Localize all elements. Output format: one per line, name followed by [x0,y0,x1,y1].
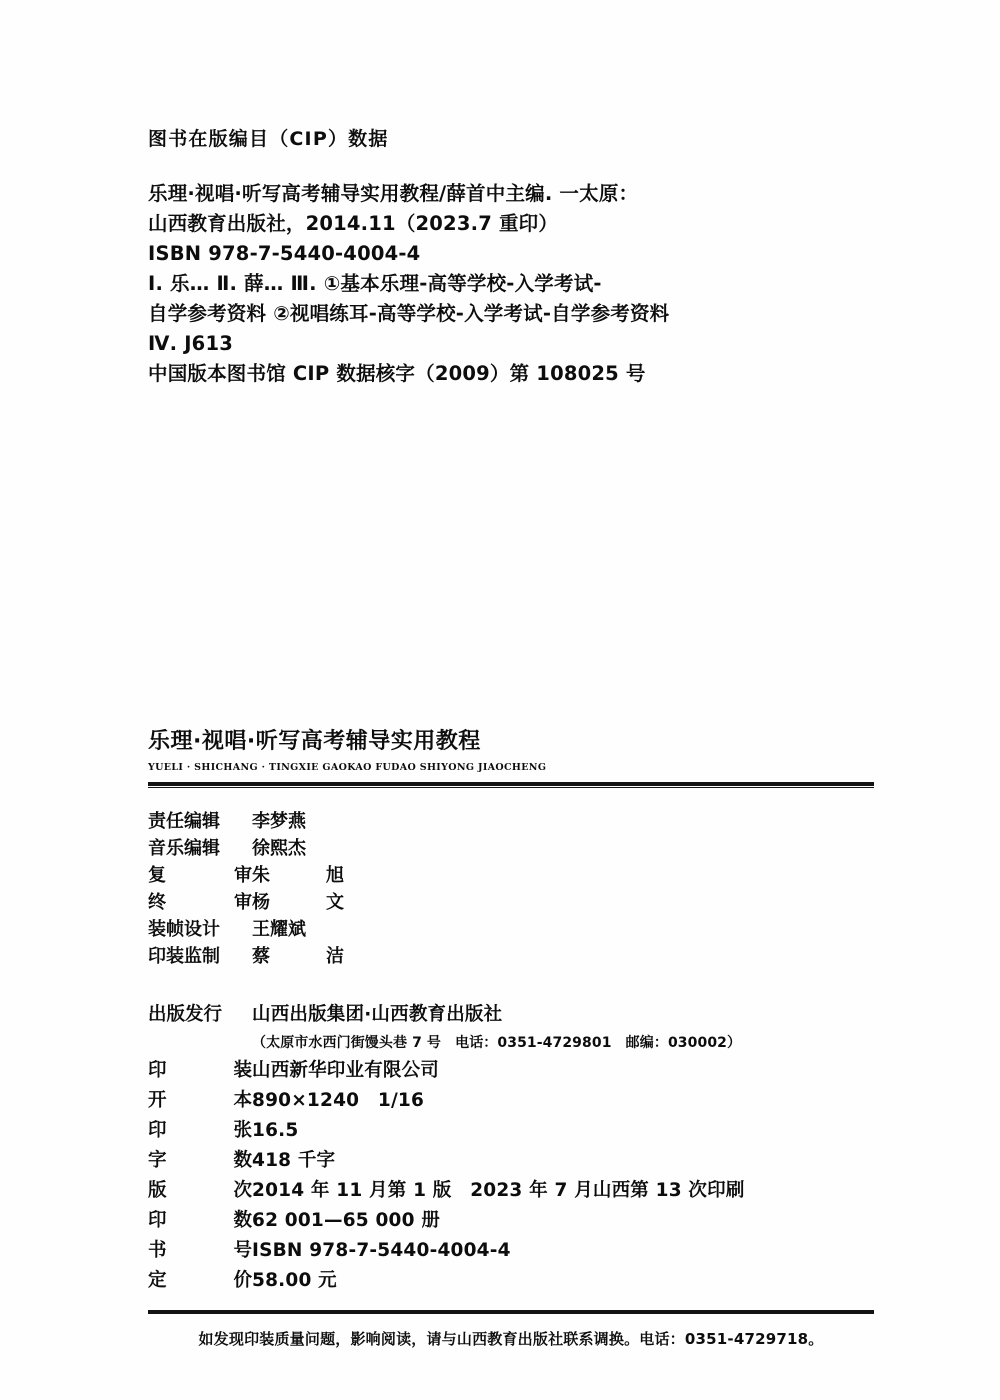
credit-label: 装帧设计 [148,918,220,940]
info-label: 印 张 [148,1119,252,1141]
publication-info [148,1000,874,1296]
credit-name: 蔡 洁 [252,945,344,967]
info-label: 书 号 [148,1239,252,1261]
info-label: 版 次 [148,1179,252,1201]
cip-line-catalog-number: 中国版本图书馆 CIP 数据核字（2009）第 108025 号 [148,361,646,385]
book-title: 乐理·视唱·听写高考辅导实用教程 [148,729,481,754]
info-value: ISBN 978-7-5440-4004-4 [252,1239,511,1261]
credit-name: 徐熙杰 [252,837,306,859]
credit-name: 朱 旭 [252,864,344,886]
divider-bottom [148,1310,874,1314]
info-label: 字 数 [148,1149,252,1171]
credit-name: 杨 文 [252,891,344,913]
cip-line-isbn: ISBN 978-7-5440-4004-4 [148,241,421,265]
info-row-isbn [148,1236,874,1266]
colophon-block [148,728,874,1349]
info-row [148,1086,874,1116]
cip-line: 乐理·视唱·听写高考辅导实用教程/薛首中主编. 一太原： [148,181,639,205]
credit-label: 音乐编辑 [148,837,220,859]
credit-label: 责任编辑 [148,810,220,832]
info-value: 890×1240 1/16 [252,1089,425,1111]
info-value: 58.00 元 [252,1269,337,1291]
credit-label: 复 审 [148,864,252,886]
credit-row [148,889,874,916]
quality-notice: 如发现印装质量问题，影响阅读，请与山西教育出版社联系调换。电话：0351-4729718。 [198,1329,824,1348]
info-label: 定 价 [148,1269,252,1291]
credits-list [148,808,874,970]
info-label: 印 数 [148,1209,252,1231]
cip-heading: 图书在版编目（CIP）数据 [148,128,389,150]
credit-label: 印装监制 [148,945,220,967]
info-row [148,1116,874,1146]
info-label: 印 装 [148,1059,252,1081]
cip-block [148,128,908,389]
cip-line: Ⅰ. 乐… Ⅱ. 薛… Ⅲ. ①基本乐理-高等学校-入学考试- [148,271,602,295]
credit-name: 王耀斌 [252,918,306,940]
publisher-value: 山西出版集团·山西教育出版社 [252,1003,503,1025]
info-row [148,1176,874,1206]
info-value: 山西新华印业有限公司 [252,1059,440,1081]
info-row [148,1056,874,1086]
credit-row [148,862,874,889]
info-value: 418 千字 [252,1149,336,1171]
publisher-label: 出版发行 [148,1003,223,1025]
divider-top [148,782,874,788]
credit-row [148,943,874,970]
info-value: 16.5 [252,1119,299,1141]
credit-row [148,808,874,835]
publisher-address: （太原市水西门街馒头巷 7 号 电话：0351-4729801 邮编：030002） [252,1034,742,1051]
credit-row [148,916,874,943]
info-row [148,1146,874,1176]
publisher-row [148,1000,874,1030]
credit-row [148,835,874,862]
cip-line: Ⅳ. J613 [148,331,233,355]
cip-line: 自学参考资料 ②视唱练耳-高等学校-入学考试-自学参考资料 [148,301,670,325]
credit-label: 终 审 [148,891,252,913]
cip-body [148,179,908,389]
book-title-pinyin: YUELI · SHICHANG · TINGXIE GAOKAO FUDAO SHIYONG JIAOCHENG [148,761,547,773]
info-value: 62 001—65 000 册 [252,1209,441,1231]
info-value: 2014 年 11 月第 1 版 2023 年 7 月山西第 13 次印刷 [252,1179,745,1201]
cip-line: 山西教育出版社，2014.11（2023.7 重印） [148,211,559,235]
info-row-price [148,1266,874,1296]
info-label: 开 本 [148,1089,252,1111]
credit-name: 李梦燕 [252,810,306,832]
info-row [148,1206,874,1236]
